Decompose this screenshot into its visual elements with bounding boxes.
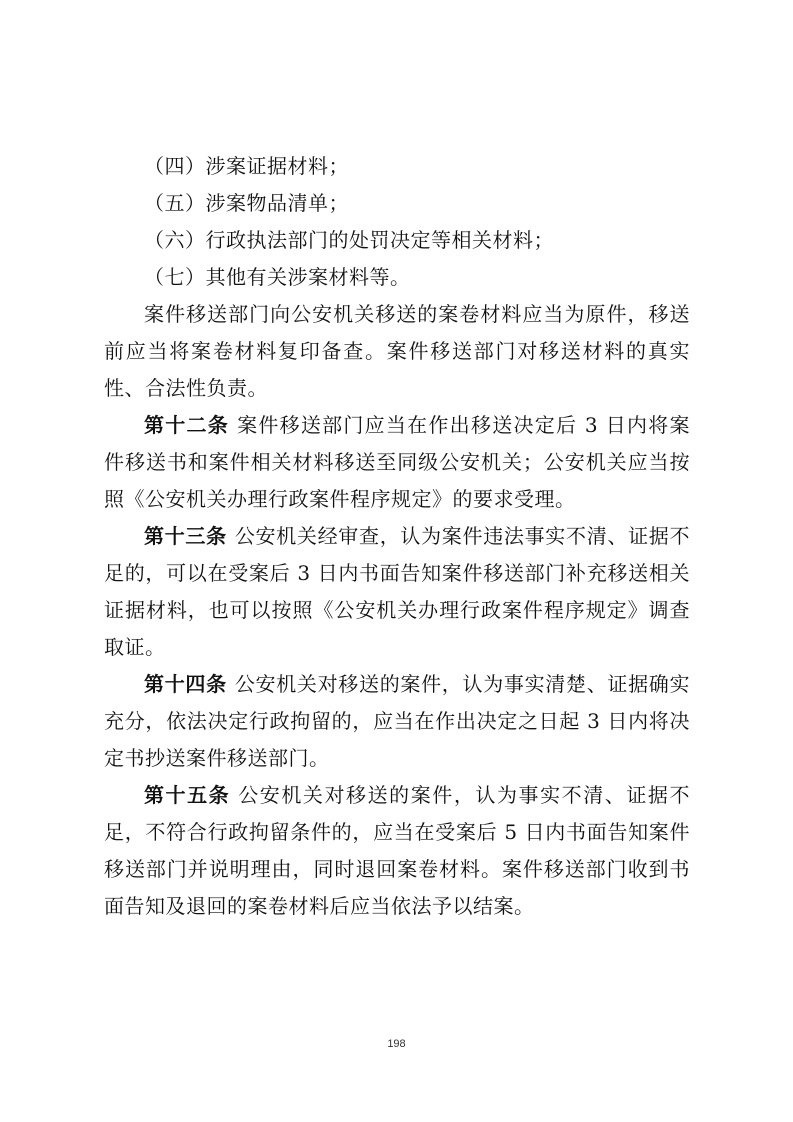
article-number: 第十二条 [144, 413, 230, 437]
article-number: 第十三条 [144, 524, 227, 548]
paragraph-original-documents: 案件移送部门向公安机关移送的案卷材料应当为原件，移送前应当将案卷材料复印备查。案件移送部门对移送材料的真实性、合法性负责。 [104, 302, 690, 400]
article-text: 公安机关对移送的案件，认为事实清楚、证据确实充分，依法决定行政拘留的，应当在作出决定之日起 3 日内将决定书抄送案件移送部门。 [104, 672, 691, 770]
article-14 [104, 666, 690, 777]
list-item: （四）涉案证据材料； [144, 154, 349, 178]
article-text: 公安机关对移送的案件，认为事实不清、证据不足，不符合行政拘留条件的，应当在受案后 5 日内书面告知案件移送部门并说明理由，同时退回案卷材料。案件移送部门收到书面告知及退回的案卷材料后应当依法予以结案。 [104, 783, 690, 918]
document-body [104, 148, 690, 925]
list-item: （五）涉案物品清单； [144, 191, 349, 215]
article-number: 第十四条 [144, 672, 227, 696]
list-item: （七）其他有关涉案材料等。 [144, 265, 411, 289]
article-15 [104, 777, 690, 925]
article-text: 案件移送部门应当在作出移送决定后 3 日内将案件移送书和案件相关材料移送至同级公安机关；公安机关应当按照《公安机关办理行政案件程序规定》的要求受理。 [104, 413, 691, 511]
article-13 [104, 518, 690, 666]
article-12 [104, 407, 690, 518]
list-item: （六）行政执法部门的处罚决定等相关材料； [144, 228, 554, 252]
article-text: 公安机关经审查，认为案件违法事实不清、证据不足的，可以在受案后 3 日内书面告知案件移送部门补充移送相关证据材料，也可以按照《公安机关办理行政案件程序规定》调查取证。 [104, 524, 691, 659]
page-number: 198 [387, 1038, 406, 1050]
article-number: 第十五条 [144, 783, 231, 807]
